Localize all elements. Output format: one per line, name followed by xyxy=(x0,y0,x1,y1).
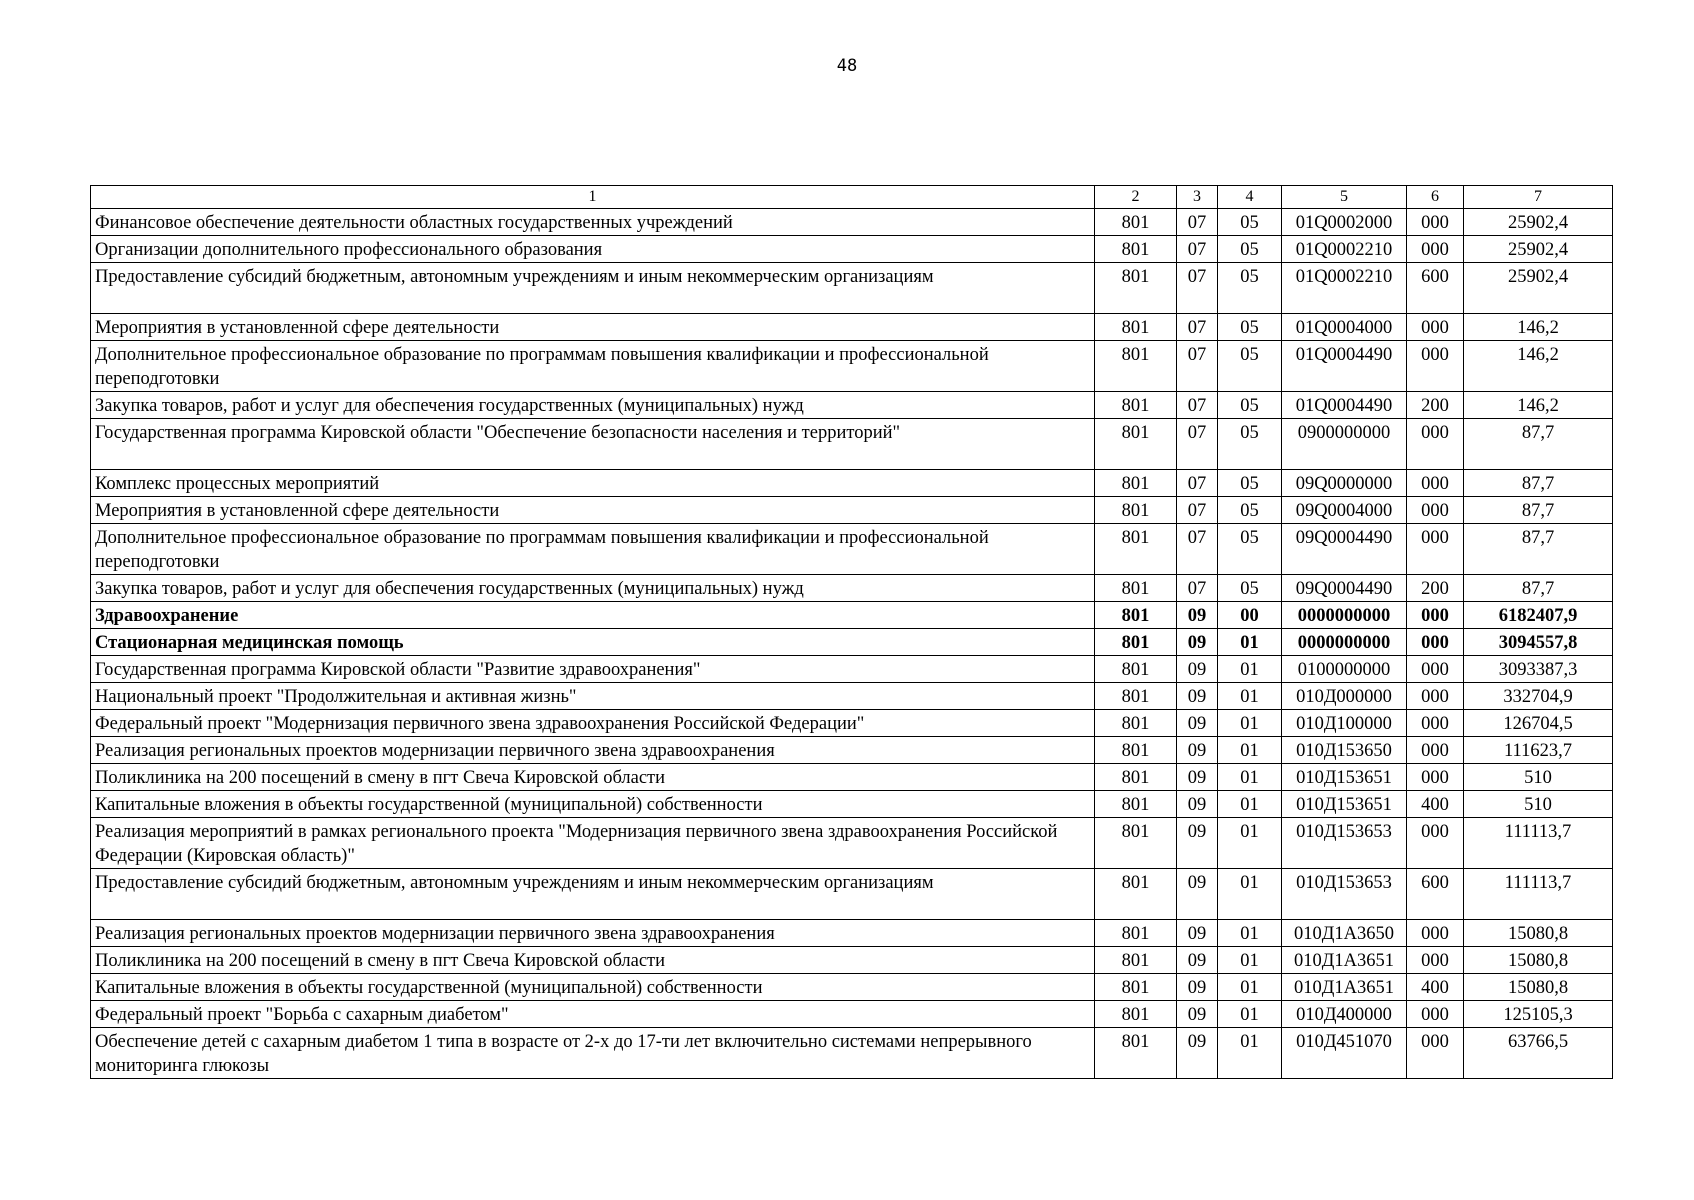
expense-type-cell: 000 xyxy=(1407,236,1464,263)
row-name-cell: Федеральный проект "Борьба с сахарным диабетом" xyxy=(91,1001,1095,1028)
chapter-code-cell: 801 xyxy=(1095,818,1177,869)
expense-type-cell: 000 xyxy=(1407,602,1464,629)
subsection-code-cell: 01 xyxy=(1218,920,1282,947)
amount-cell: 87,7 xyxy=(1464,524,1613,575)
amount-cell: 87,7 xyxy=(1464,419,1613,470)
subsection-code-cell: 05 xyxy=(1218,209,1282,236)
table-row xyxy=(91,209,1613,236)
target-article-cell: 010Д1А3651 xyxy=(1282,947,1407,974)
section-code-cell: 07 xyxy=(1177,209,1218,236)
row-name-cell: Национальный проект "Продолжительная и активная жизнь" xyxy=(91,683,1095,710)
subsection-code-cell: 01 xyxy=(1218,1028,1282,1079)
expense-type-cell: 400 xyxy=(1407,974,1464,1001)
subsection-code-cell: 00 xyxy=(1218,602,1282,629)
row-name-cell: Реализация региональных проектов модернизации первичного звена здравоохранения xyxy=(91,737,1095,764)
chapter-code-cell: 801 xyxy=(1095,920,1177,947)
target-article-cell: 0000000000 xyxy=(1282,602,1407,629)
subsection-code-cell: 05 xyxy=(1218,236,1282,263)
subsection-code-cell: 05 xyxy=(1218,470,1282,497)
section-code-cell: 09 xyxy=(1177,1028,1218,1079)
table-row xyxy=(91,629,1613,656)
chapter-code-cell: 801 xyxy=(1095,1028,1177,1079)
section-code-cell: 09 xyxy=(1177,710,1218,737)
subsection-code-cell: 01 xyxy=(1218,1001,1282,1028)
subsection-code-cell: 05 xyxy=(1218,524,1282,575)
subsection-code-cell: 01 xyxy=(1218,656,1282,683)
section-code-cell: 09 xyxy=(1177,1001,1218,1028)
expense-type-cell: 000 xyxy=(1407,920,1464,947)
table-row xyxy=(91,470,1613,497)
amount-cell: 15080,8 xyxy=(1464,920,1613,947)
section-code-cell: 09 xyxy=(1177,920,1218,947)
row-name-cell: Поликлиника на 200 посещений в смену в пгт Свеча Кировской области xyxy=(91,764,1095,791)
target-article-cell: 010Д153650 xyxy=(1282,737,1407,764)
subsection-code-cell: 01 xyxy=(1218,764,1282,791)
row-name-cell: Предоставление субсидий бюджетным, автономным учреждениям и иным некоммерческим организациям xyxy=(91,869,1095,920)
amount-cell: 125105,3 xyxy=(1464,1001,1613,1028)
row-name-cell: Поликлиника на 200 посещений в смену в пгт Свеча Кировской области xyxy=(91,947,1095,974)
expense-type-cell: 000 xyxy=(1407,1028,1464,1079)
row-name-cell: Федеральный проект "Модернизация первичного звена здравоохранения Российской Федерации" xyxy=(91,710,1095,737)
table-row xyxy=(91,974,1613,1001)
section-code-cell: 09 xyxy=(1177,818,1218,869)
section-code-cell: 07 xyxy=(1177,341,1218,392)
section-code-cell: 09 xyxy=(1177,974,1218,1001)
subsection-code-cell: 05 xyxy=(1218,263,1282,314)
table-row xyxy=(91,263,1613,314)
expense-type-cell: 000 xyxy=(1407,764,1464,791)
target-article-cell: 09Q0004490 xyxy=(1282,524,1407,575)
column-header-6: 6 xyxy=(1407,186,1464,209)
expense-type-cell: 000 xyxy=(1407,1001,1464,1028)
amount-cell: 87,7 xyxy=(1464,575,1613,602)
amount-cell: 63766,5 xyxy=(1464,1028,1613,1079)
expense-type-cell: 000 xyxy=(1407,341,1464,392)
section-code-cell: 07 xyxy=(1177,575,1218,602)
table-header-row xyxy=(91,186,1613,209)
section-code-cell: 07 xyxy=(1177,470,1218,497)
amount-cell: 15080,8 xyxy=(1464,947,1613,974)
expense-type-cell: 200 xyxy=(1407,392,1464,419)
chapter-code-cell: 801 xyxy=(1095,392,1177,419)
column-header-4: 4 xyxy=(1218,186,1282,209)
amount-cell: 146,2 xyxy=(1464,314,1613,341)
subsection-code-cell: 01 xyxy=(1218,710,1282,737)
expense-type-cell: 000 xyxy=(1407,947,1464,974)
subsection-code-cell: 01 xyxy=(1218,869,1282,920)
subsection-code-cell: 05 xyxy=(1218,575,1282,602)
section-code-cell: 09 xyxy=(1177,791,1218,818)
table-row xyxy=(91,341,1613,392)
target-article-cell: 09Q0000000 xyxy=(1282,470,1407,497)
amount-cell: 15080,8 xyxy=(1464,974,1613,1001)
chapter-code-cell: 801 xyxy=(1095,236,1177,263)
expense-type-cell: 000 xyxy=(1407,209,1464,236)
row-name-cell: Дополнительное профессиональное образование по программам повышения квалификации и профессиональной переподготовки xyxy=(91,341,1095,392)
expense-type-cell: 000 xyxy=(1407,656,1464,683)
table-row xyxy=(91,869,1613,920)
target-article-cell: 01Q0004000 xyxy=(1282,314,1407,341)
row-name-cell: Здравоохранение xyxy=(91,602,1095,629)
amount-cell: 111113,7 xyxy=(1464,869,1613,920)
row-name-cell: Дополнительное профессиональное образование по программам повышения квалификации и профессиональной переподготовки xyxy=(91,524,1095,575)
section-code-cell: 07 xyxy=(1177,419,1218,470)
chapter-code-cell: 801 xyxy=(1095,710,1177,737)
column-header-2: 2 xyxy=(1095,186,1177,209)
section-code-cell: 07 xyxy=(1177,314,1218,341)
expense-type-cell: 600 xyxy=(1407,869,1464,920)
table-row xyxy=(91,656,1613,683)
amount-cell: 25902,4 xyxy=(1464,236,1613,263)
subsection-code-cell: 01 xyxy=(1218,791,1282,818)
target-article-cell: 0900000000 xyxy=(1282,419,1407,470)
budget-table xyxy=(90,185,1613,1079)
subsection-code-cell: 01 xyxy=(1218,737,1282,764)
expense-type-cell: 000 xyxy=(1407,710,1464,737)
row-name-cell: Реализация мероприятий в рамках регионального проекта "Модернизация первичного звена здравоохранения Российской Федерации (Кировская область)" xyxy=(91,818,1095,869)
expense-type-cell: 000 xyxy=(1407,737,1464,764)
table-row xyxy=(91,575,1613,602)
column-header-3: 3 xyxy=(1177,186,1218,209)
table-row xyxy=(91,920,1613,947)
row-name-cell: Комплекс процессных мероприятий xyxy=(91,470,1095,497)
chapter-code-cell: 801 xyxy=(1095,683,1177,710)
chapter-code-cell: 801 xyxy=(1095,524,1177,575)
expense-type-cell: 000 xyxy=(1407,419,1464,470)
expense-type-cell: 000 xyxy=(1407,314,1464,341)
column-header-1: 1 xyxy=(91,186,1095,209)
amount-cell: 510 xyxy=(1464,791,1613,818)
row-name-cell: Государственная программа Кировской области "Развитие здравоохранения" xyxy=(91,656,1095,683)
table-row xyxy=(91,392,1613,419)
section-code-cell: 09 xyxy=(1177,629,1218,656)
row-name-cell: Реализация региональных проектов модернизации первичного звена здравоохранения xyxy=(91,920,1095,947)
subsection-code-cell: 05 xyxy=(1218,392,1282,419)
section-code-cell: 09 xyxy=(1177,656,1218,683)
chapter-code-cell: 801 xyxy=(1095,263,1177,314)
section-code-cell: 07 xyxy=(1177,392,1218,419)
section-code-cell: 07 xyxy=(1177,524,1218,575)
target-article-cell: 010Д1А3651 xyxy=(1282,974,1407,1001)
chapter-code-cell: 801 xyxy=(1095,419,1177,470)
expense-type-cell: 000 xyxy=(1407,497,1464,524)
target-article-cell: 01Q0002000 xyxy=(1282,209,1407,236)
amount-cell: 6182407,9 xyxy=(1464,602,1613,629)
table-row xyxy=(91,497,1613,524)
chapter-code-cell: 801 xyxy=(1095,497,1177,524)
target-article-cell: 01Q0002210 xyxy=(1282,263,1407,314)
chapter-code-cell: 801 xyxy=(1095,737,1177,764)
target-article-cell: 010Д153651 xyxy=(1282,764,1407,791)
column-header-5: 5 xyxy=(1282,186,1407,209)
target-article-cell: 0100000000 xyxy=(1282,656,1407,683)
row-name-cell: Капитальные вложения в объекты государственной (муниципальной) собственности xyxy=(91,974,1095,1001)
target-article-cell: 010Д1А3650 xyxy=(1282,920,1407,947)
row-name-cell: Финансовое обеспечение деятельности областных государственных учреждений xyxy=(91,209,1095,236)
chapter-code-cell: 801 xyxy=(1095,1001,1177,1028)
section-code-cell: 09 xyxy=(1177,737,1218,764)
amount-cell: 146,2 xyxy=(1464,341,1613,392)
subsection-code-cell: 05 xyxy=(1218,419,1282,470)
amount-cell: 126704,5 xyxy=(1464,710,1613,737)
chapter-code-cell: 801 xyxy=(1095,575,1177,602)
table-body xyxy=(91,209,1613,1079)
page-number: 48 xyxy=(836,56,858,76)
row-name-cell: Обеспечение детей с сахарным диабетом 1 типа в возрасте от 2-х до 17-ти лет включительно системами непрерывного мониторинга глюкозы xyxy=(91,1028,1095,1079)
amount-cell: 25902,4 xyxy=(1464,263,1613,314)
chapter-code-cell: 801 xyxy=(1095,629,1177,656)
section-code-cell: 09 xyxy=(1177,683,1218,710)
amount-cell: 3094557,8 xyxy=(1464,629,1613,656)
target-article-cell: 010Д400000 xyxy=(1282,1001,1407,1028)
target-article-cell: 010Д100000 xyxy=(1282,710,1407,737)
table-row xyxy=(91,764,1613,791)
chapter-code-cell: 801 xyxy=(1095,947,1177,974)
row-name-cell: Организации дополнительного профессионального образования xyxy=(91,236,1095,263)
chapter-code-cell: 801 xyxy=(1095,656,1177,683)
expense-type-cell: 200 xyxy=(1407,575,1464,602)
amount-cell: 3093387,3 xyxy=(1464,656,1613,683)
table-row xyxy=(91,419,1613,470)
amount-cell: 87,7 xyxy=(1464,470,1613,497)
table-row xyxy=(91,602,1613,629)
section-code-cell: 09 xyxy=(1177,947,1218,974)
expense-type-cell: 000 xyxy=(1407,683,1464,710)
chapter-code-cell: 801 xyxy=(1095,314,1177,341)
target-article-cell: 010Д000000 xyxy=(1282,683,1407,710)
expense-type-cell: 400 xyxy=(1407,791,1464,818)
table-row xyxy=(91,710,1613,737)
row-name-cell: Предоставление субсидий бюджетным, автономным учреждениям и иным некоммерческим организациям xyxy=(91,263,1095,314)
chapter-code-cell: 801 xyxy=(1095,791,1177,818)
row-name-cell: Капитальные вложения в объекты государственной (муниципальной) собственности xyxy=(91,791,1095,818)
amount-cell: 332704,9 xyxy=(1464,683,1613,710)
subsection-code-cell: 05 xyxy=(1218,314,1282,341)
amount-cell: 510 xyxy=(1464,764,1613,791)
chapter-code-cell: 801 xyxy=(1095,974,1177,1001)
expense-type-cell: 600 xyxy=(1407,263,1464,314)
amount-cell: 111623,7 xyxy=(1464,737,1613,764)
target-article-cell: 010Д153653 xyxy=(1282,818,1407,869)
chapter-code-cell: 801 xyxy=(1095,764,1177,791)
subsection-code-cell: 01 xyxy=(1218,818,1282,869)
target-article-cell: 09Q0004490 xyxy=(1282,575,1407,602)
row-name-cell: Мероприятия в установленной сфере деятельности xyxy=(91,314,1095,341)
table-row xyxy=(91,818,1613,869)
expense-type-cell: 000 xyxy=(1407,470,1464,497)
expense-type-cell: 000 xyxy=(1407,629,1464,656)
table-row xyxy=(91,791,1613,818)
section-code-cell: 07 xyxy=(1177,497,1218,524)
table-row xyxy=(91,236,1613,263)
row-name-cell: Закупка товаров, работ и услуг для обеспечения государственных (муниципальных) нужд xyxy=(91,575,1095,602)
target-article-cell: 09Q0004000 xyxy=(1282,497,1407,524)
section-code-cell: 07 xyxy=(1177,263,1218,314)
section-code-cell: 09 xyxy=(1177,764,1218,791)
table-row xyxy=(91,524,1613,575)
amount-cell: 146,2 xyxy=(1464,392,1613,419)
target-article-cell: 010Д153651 xyxy=(1282,791,1407,818)
table-row xyxy=(91,737,1613,764)
chapter-code-cell: 801 xyxy=(1095,602,1177,629)
chapter-code-cell: 801 xyxy=(1095,209,1177,236)
table-row xyxy=(91,683,1613,710)
subsection-code-cell: 05 xyxy=(1218,497,1282,524)
column-header-7: 7 xyxy=(1464,186,1613,209)
subsection-code-cell: 01 xyxy=(1218,974,1282,1001)
subsection-code-cell: 05 xyxy=(1218,341,1282,392)
target-article-cell: 010Д153653 xyxy=(1282,869,1407,920)
subsection-code-cell: 01 xyxy=(1218,683,1282,710)
target-article-cell: 010Д451070 xyxy=(1282,1028,1407,1079)
target-article-cell: 0000000000 xyxy=(1282,629,1407,656)
amount-cell: 25902,4 xyxy=(1464,209,1613,236)
chapter-code-cell: 801 xyxy=(1095,341,1177,392)
chapter-code-cell: 801 xyxy=(1095,470,1177,497)
chapter-code-cell: 801 xyxy=(1095,869,1177,920)
table-row xyxy=(91,1001,1613,1028)
row-name-cell: Государственная программа Кировской области "Обеспечение безопасности населения и территорий" xyxy=(91,419,1095,470)
row-name-cell: Стационарная медицинская помощь xyxy=(91,629,1095,656)
section-code-cell: 07 xyxy=(1177,236,1218,263)
target-article-cell: 01Q0004490 xyxy=(1282,341,1407,392)
row-name-cell: Закупка товаров, работ и услуг для обеспечения государственных (муниципальных) нужд xyxy=(91,392,1095,419)
section-code-cell: 09 xyxy=(1177,602,1218,629)
row-name-cell: Мероприятия в установленной сфере деятельности xyxy=(91,497,1095,524)
amount-cell: 111113,7 xyxy=(1464,818,1613,869)
section-code-cell: 09 xyxy=(1177,869,1218,920)
subsection-code-cell: 01 xyxy=(1218,947,1282,974)
target-article-cell: 01Q0002210 xyxy=(1282,236,1407,263)
expense-type-cell: 000 xyxy=(1407,818,1464,869)
table-row xyxy=(91,314,1613,341)
table-row xyxy=(91,947,1613,974)
amount-cell: 87,7 xyxy=(1464,497,1613,524)
subsection-code-cell: 01 xyxy=(1218,629,1282,656)
target-article-cell: 01Q0004490 xyxy=(1282,392,1407,419)
table-row xyxy=(91,1028,1613,1079)
expense-type-cell: 000 xyxy=(1407,524,1464,575)
